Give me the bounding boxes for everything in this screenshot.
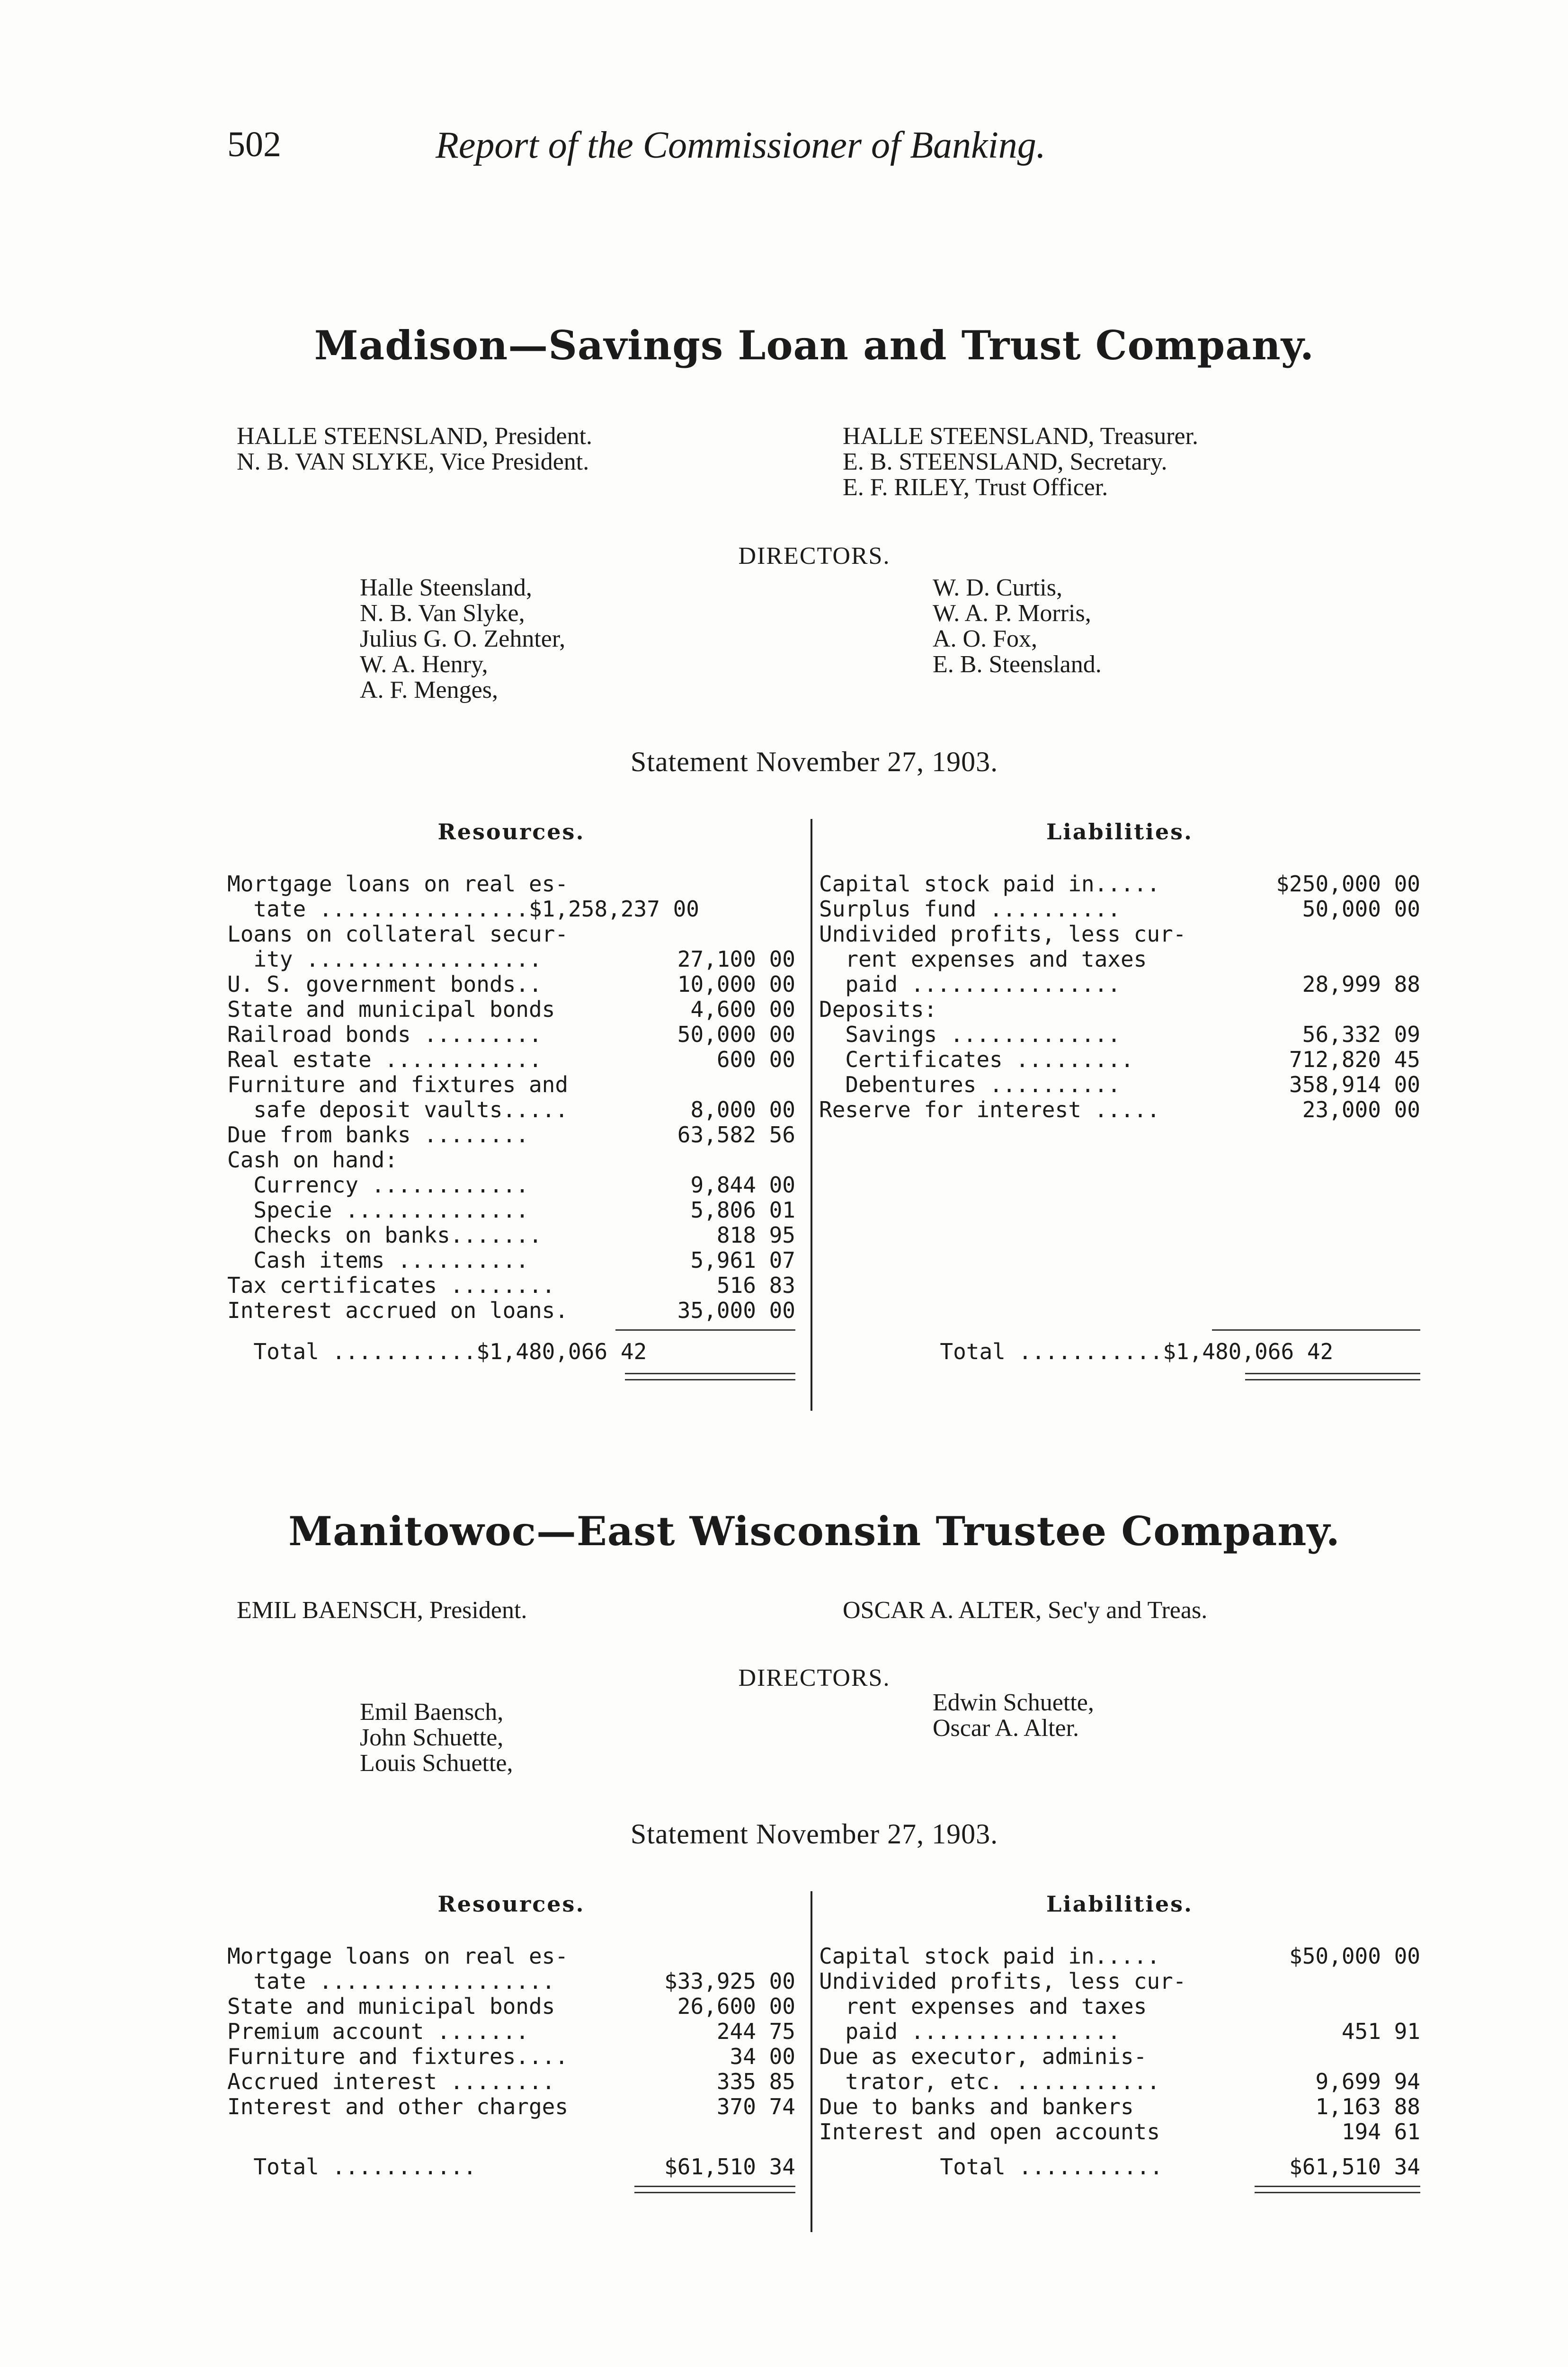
director-name: W. D. Curtis, [933, 574, 1062, 601]
liability-row [819, 971, 1420, 997]
liability-row [819, 871, 1420, 897]
officer-line: N. B. VAN SLYKE, Vice President. [237, 448, 589, 475]
director-name: Julius G. O. Zehnter, [360, 625, 566, 652]
resource-row [227, 896, 795, 922]
resource-row [227, 921, 795, 947]
directors-left [360, 575, 565, 703]
directors-left [360, 1700, 513, 1776]
director-name: Edwin Schuette, [933, 1689, 1094, 1716]
resource-label: Checks on banks....... [227, 1222, 542, 1248]
resource-label: Furniture and fixtures and [227, 1072, 569, 1097]
liability-row [819, 2119, 1420, 2145]
liability-row [819, 1097, 1420, 1122]
resource-label: Cash on hand: [227, 1147, 398, 1173]
liability-row [819, 1943, 1420, 1969]
resources-heading: Resources. [437, 819, 585, 845]
officers-block [237, 1598, 1420, 1626]
liability-amount: 50,000 00 [1302, 896, 1420, 922]
resource-label: Tax certificates ........ [227, 1272, 555, 1298]
resource-amount: 516 83 [716, 1272, 795, 1298]
resource-amount: 244 75 [716, 2019, 795, 2044]
liabilities-column [819, 1891, 1420, 2232]
liability-amount: $250,000 00 [1276, 871, 1420, 897]
officers-left [237, 424, 592, 475]
liability-amount: 1,163 88 [1315, 2094, 1420, 2119]
director-name: A. F. Menges, [360, 676, 498, 703]
resource-label: Cash items .......... [227, 1247, 529, 1273]
officers-block [237, 424, 1420, 504]
page-number: 502 [227, 125, 281, 164]
director-name: A. O. Fox, [933, 625, 1038, 652]
liability-row [819, 1072, 1420, 1097]
total-double-rule [1255, 2186, 1420, 2193]
company-title: Madison—Savings Loan and Trust Company. [314, 322, 1315, 369]
liability-amount: 23,000 00 [1302, 1097, 1420, 1122]
officers-left [237, 1598, 527, 1623]
officers-right [843, 424, 1198, 500]
officer-line: HALLE STEENSLAND, Treasurer. [843, 423, 1199, 450]
total-double-rule [1245, 1373, 1420, 1380]
total-amount: $61,510 34 [664, 2154, 795, 2180]
resource-row [227, 2094, 795, 2119]
liability-amount: 712,820 45 [1289, 1047, 1420, 1072]
resource-amount: 10,000 00 [677, 971, 795, 997]
officer-line: EMIL BAENSCH, President. [237, 1597, 527, 1624]
liability-label: Deposits: [819, 997, 937, 1022]
director-name: W. A. Henry, [360, 651, 488, 678]
resource-row [227, 1993, 795, 2019]
director-name: Oscar A. Alter. [933, 1715, 1079, 1742]
resource-amount: 27,100 00 [677, 946, 795, 972]
resource-label: safe deposit vaults..... [227, 1097, 569, 1122]
liability-label: paid ................ [819, 971, 1121, 997]
resource-label: State and municipal bonds [227, 997, 555, 1022]
resource-row [227, 1298, 795, 1323]
total-label: Total ........... [227, 2154, 477, 2180]
liability-label: Undivided profits, less cur- [819, 1968, 1186, 1994]
liability-label: Savings ............. [819, 1022, 1121, 1047]
total-label: Total ...........$1,480,066 42 [914, 1339, 1334, 1364]
officer-line: E. F. RILEY, Trust Officer. [843, 474, 1108, 501]
resource-row [227, 871, 795, 897]
resource-label: Mortgage loans on real es- [227, 871, 569, 897]
resource-amount: 63,582 56 [677, 1122, 795, 1148]
director-name: Emil Baensch, [360, 1699, 504, 1726]
liability-amount: 56,332 09 [1302, 1022, 1420, 1047]
liability-row [819, 997, 1420, 1022]
resource-amount: 34 00 [730, 2044, 795, 2069]
liability-label: trator, etc. ........... [819, 2069, 1160, 2094]
liability-label: rent expenses and taxes [819, 946, 1147, 972]
resource-amount: 5,806 01 [690, 1197, 795, 1223]
column-divider [811, 1891, 812, 2232]
liability-label: Interest and open accounts [819, 2119, 1160, 2145]
liability-row [819, 1993, 1420, 2019]
resource-label: Loans on collateral secur- [227, 921, 569, 947]
liabilities-heading: Liabilities. [1046, 1891, 1194, 1917]
resource-row [227, 1197, 795, 1223]
officers-right [843, 1598, 1207, 1623]
resource-amount: 4,600 00 [690, 997, 795, 1022]
resource-row [227, 1968, 795, 1994]
resource-amount: 26,600 00 [677, 1993, 795, 2019]
liability-label: Due as executor, adminis- [819, 2044, 1147, 2069]
liability-amount: 28,999 88 [1302, 971, 1420, 997]
resource-row [227, 1022, 795, 1047]
resource-amount: 600 00 [716, 1047, 795, 1072]
director-name: W. A. P. Morris, [933, 600, 1091, 627]
statement-date: Statement November 27, 1903. [630, 746, 998, 777]
director-name: E. B. Steensland. [933, 651, 1102, 678]
liability-row [819, 921, 1420, 947]
liability-amount: 451 91 [1341, 2019, 1420, 2044]
balance-sheet [227, 819, 1420, 1411]
resource-row [227, 1222, 795, 1248]
resources-column [227, 1891, 795, 2232]
resource-label: Due from banks ........ [227, 1122, 529, 1148]
total-amount: $61,510 34 [1289, 2154, 1420, 2180]
resource-row [227, 1943, 795, 1969]
director-name: Louis Schuette, [360, 1750, 513, 1777]
liability-label: Surplus fund .......... [819, 896, 1121, 922]
liability-amount: 194 61 [1341, 2119, 1420, 2145]
resource-row [227, 971, 795, 997]
resource-row [227, 1172, 795, 1198]
liability-amount: $50,000 00 [1289, 1943, 1420, 1969]
resource-label: Furniture and fixtures.... [227, 2044, 569, 2069]
liability-label: paid ................ [819, 2019, 1121, 2044]
liability-label: Certificates ......... [819, 1047, 1134, 1072]
director-name: N. B. Van Slyke, [360, 600, 525, 627]
resource-label: tate .................. [227, 1968, 555, 1994]
directors-heading: DIRECTORS. [738, 543, 891, 570]
resource-amount: 35,000 00 [677, 1298, 795, 1323]
company-section-manitowoc [208, 1508, 1420, 2265]
resource-row [227, 1047, 795, 1072]
resource-amount: 9,844 00 [690, 1172, 795, 1198]
directors-right [933, 1690, 1094, 1741]
resource-row [227, 946, 795, 972]
liabilities-heading: Liabilities. [1046, 819, 1194, 845]
resources-column [227, 819, 795, 1411]
resource-row [227, 2019, 795, 2044]
column-divider [811, 819, 812, 1411]
liability-amount: 358,914 00 [1289, 1072, 1420, 1097]
resource-row [227, 1247, 795, 1273]
liability-label: rent expenses and taxes [819, 1993, 1147, 2019]
directors-block [360, 1689, 1307, 1780]
resource-row [227, 1097, 795, 1122]
resource-label: Mortgage loans on real es- [227, 1943, 569, 1969]
liability-label: Capital stock paid in..... [819, 871, 1160, 897]
resource-label: Specie .............. [227, 1197, 529, 1223]
liability-row [819, 1022, 1420, 1047]
liabilities-column [819, 819, 1420, 1411]
officer-line: OSCAR A. ALTER, Sec'y and Treas. [843, 1597, 1208, 1624]
balance-sheet [227, 1891, 1420, 2232]
resource-label: Railroad bonds ......... [227, 1022, 542, 1047]
resource-label: Currency ............ [227, 1172, 529, 1198]
total-label: Total ...........$1,480,066 42 [227, 1339, 647, 1364]
subtotal-rule [615, 1329, 795, 1331]
company-section-madison [208, 322, 1420, 1458]
liability-row [819, 896, 1420, 922]
liability-label: Undivided profits, less cur- [819, 921, 1186, 947]
liability-label: Capital stock paid in..... [819, 1943, 1160, 1969]
resource-amount: 818 95 [716, 1222, 795, 1248]
resource-label: Accrued interest ........ [227, 2069, 555, 2094]
resource-label: U. S. government bonds.. [227, 971, 542, 997]
resource-row [227, 1272, 795, 1298]
directors-right [933, 575, 1102, 677]
resource-label: Real estate ............ [227, 1047, 542, 1072]
directors-block [360, 575, 1307, 708]
total-double-rule [625, 1373, 795, 1380]
liability-label: Reserve for interest ..... [819, 1097, 1160, 1122]
subtotal-rule [1212, 1329, 1420, 1331]
resource-label: tate ................$1,258,237 00 [227, 896, 699, 922]
total-double-rule [634, 2186, 795, 2193]
officer-line: HALLE STEENSLAND, President. [237, 423, 593, 450]
resource-label: ity .................. [227, 946, 542, 972]
company-title: Manitowoc—East Wisconsin Trustee Company. [288, 1508, 1340, 1555]
liability-row [819, 946, 1420, 972]
resource-label: Premium account ....... [227, 2019, 529, 2044]
liability-row [819, 2019, 1420, 2044]
resource-row [227, 1122, 795, 1148]
liability-label: Due to banks and bankers [819, 2094, 1134, 2119]
statement-date: Statement November 27, 1903. [630, 1818, 998, 1850]
resources-total-row [227, 1339, 795, 1364]
resource-amount: 50,000 00 [677, 1022, 795, 1047]
resource-row [227, 1147, 795, 1173]
liability-row [819, 2069, 1420, 2094]
directors-heading: DIRECTORS. [738, 1664, 891, 1691]
liability-label: Debentures .......... [819, 1072, 1121, 1097]
liability-row [819, 1968, 1420, 1994]
resource-amount: 8,000 00 [690, 1097, 795, 1122]
director-name: Halle Steensland, [360, 574, 532, 601]
resource-label: Interest and other charges [227, 2094, 569, 2119]
resource-amount: 5,961 07 [690, 1247, 795, 1273]
liability-row [819, 2044, 1420, 2069]
resource-amount: 335 85 [716, 2069, 795, 2094]
director-name: John Schuette, [360, 1724, 504, 1751]
resource-label: Interest accrued on loans. [227, 1298, 569, 1323]
officer-line: E. B. STEENSLAND, Secretary. [843, 448, 1167, 475]
resource-row [227, 2069, 795, 2094]
total-label: Total ........... [914, 2154, 1163, 2180]
resource-row [227, 2044, 795, 2069]
resource-amount: $33,925 00 [664, 1968, 795, 1994]
liability-amount: 9,699 94 [1315, 2069, 1420, 2094]
liabilities-total-row [819, 1339, 1420, 1364]
running-title: Report of the Commissioner of Banking. [436, 125, 1046, 166]
resources-total-row [227, 2154, 795, 2180]
resource-row [227, 1072, 795, 1097]
resource-amount: 370 74 [716, 2094, 795, 2119]
resource-label: State and municipal bonds [227, 1993, 555, 2019]
liability-row [819, 1047, 1420, 1072]
liability-row [819, 2094, 1420, 2119]
resource-row [227, 997, 795, 1022]
page-header [227, 124, 1316, 176]
liabilities-total-row [819, 2154, 1420, 2180]
resources-heading: Resources. [437, 1891, 585, 1917]
